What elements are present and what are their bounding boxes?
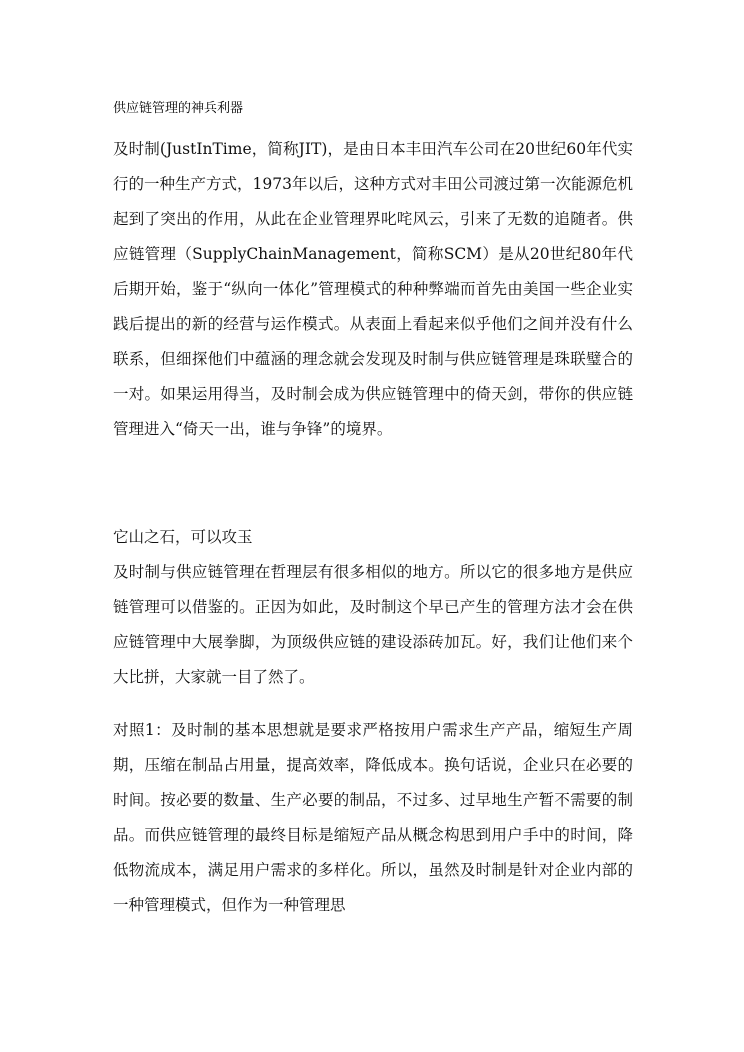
- paragraph-comparison-1: 对照1：及时制的基本思想就是要求严格按用户需求生产产品，缩短生产周期，压缩在制品占用量，提高效率，降低成本。换句话说，企业只在必要的时间。按必要的数量、生产必要的制品，不过多、过早地生产暂不需要的制品。而供应链管理的最终目标是缩短产品从概念构思到用户手中的时间，降低物流成本，满足用户需求的多样化。所以，虽然及时制是针对企业内部的一种管理模式，但作为一种管理思: [113, 721, 633, 914]
- section-heading: 它山之石，可以攻玉: [113, 528, 253, 546]
- paragraph-comparison-intro: 及时制与供应链管理在哲理层有很多相似的地方。所以它的很多地方是供应链管理可以借鉴的。正因为如此，及时制这个早已产生的管理方法才会在供应链管理中大展拳脚，为顶级供应链的建设添砖加瓦。好，我们让他们来个大比拼，大家就一目了然了。: [113, 563, 633, 686]
- document-title: 供应链管理的神兵利器: [113, 101, 244, 116]
- paragraph-intro: 及时制(JustInTime，简称JIT)，是由日本丰田汽车公司在20世纪60年代实行的一种生产方式，1973年以后，这种方式对丰田公司渡过第一次能源危机起到了突出的作用，从此在企业管理界叱咤风云，引来了无数的追随者。供应链管理（SupplyChainManagement，简称SCM）是从20世纪80年代后期开始，鉴于“纵向一体化”管理模式的种种弊端而首先由美国一些企业实践后提出的新的经营与运作模式。从表面上看起来似乎他们之间并没有什么联系，但细探他们中蕴涵的理念就会发现及时制与供应链管理是珠联璧合的一对。如果运用得当，及时制会成为供应链管理中的倚天剑，带你的供应链管理进入“倚天一出，谁与争锋”的境界。: [113, 140, 633, 438]
